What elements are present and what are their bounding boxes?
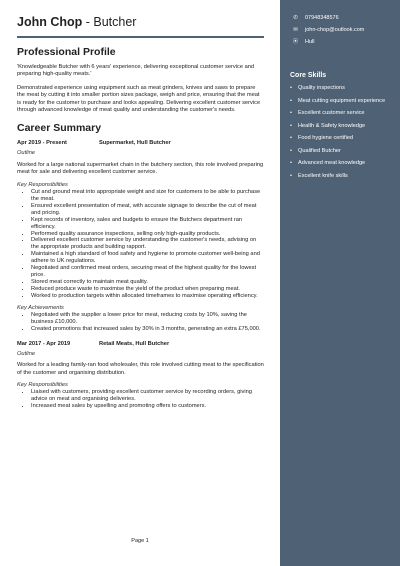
bullet-icon: •	[290, 97, 292, 104]
skill-label: Quality inspections	[298, 85, 345, 91]
profile-summary: 'Knowledgeable Butcher with 6 years' experience, delivering exceptional customer service and preparing high-quality meats.'	[17, 64, 255, 78]
list-item: • Kept records of inventory, sales and budgets to ensure the Butchers department ran efficiency.	[31, 217, 264, 231]
phone-text: 07948348576	[305, 15, 339, 21]
job-outline: Worked for a leading family-ran food wholesaler, this role involved cutting meat to the specification of the customer and organising distribution.	[17, 362, 264, 376]
skill-label: Health & Safety knowledge	[298, 122, 366, 129]
list-item: • Increased meat sales by upselling and promoting offers to customers.	[31, 403, 264, 410]
job-dates: Mar 2017 - Apr 2019	[17, 340, 71, 347]
bullet-icon: •	[290, 172, 292, 179]
skill-item	[290, 135, 392, 142]
skill-item	[290, 173, 392, 180]
profile-heading: Professional Profile	[17, 46, 116, 58]
bullet-icon: •	[290, 122, 292, 129]
list-item: • Cut and ground meat into appropriate weight and size for customers to be able to purchase the meat.	[31, 189, 264, 203]
page-number: Page 1	[131, 538, 149, 544]
sidebar	[280, 0, 400, 566]
career-heading: Career Summary	[17, 122, 102, 135]
skill-label: Food hygiene certified	[298, 135, 354, 141]
responsibilities-list	[17, 189, 264, 300]
candidate-role: Butcher	[93, 15, 137, 29]
location-text: Hull	[305, 39, 315, 45]
contact-list	[290, 14, 392, 46]
list-item: • Ensured excellent presentation of meat, with accurate signage to describe the cut of meat and pricing.	[31, 203, 264, 217]
list-item: • Negotiated and confirmed meat orders, securing meat of the highest quality for the lowest price.	[31, 265, 264, 279]
contact-phone	[290, 14, 392, 22]
email-text: john-chop@outlook.com	[305, 27, 365, 33]
bullet-icon: •	[290, 160, 292, 166]
skill-label: Excellent knife skills	[298, 172, 348, 179]
bullet-icon: •	[290, 135, 292, 141]
job-dates: Apr 2019 - Present	[17, 140, 67, 147]
phone-icon: ✆	[293, 15, 298, 21]
list-item: • Worked to production targets within allocated timeframes to maximise operating efficiency.	[31, 293, 264, 300]
list-item: • Negotiated with the supplier a lower price for meat, reducing costs by 10%, saving the business £10,000.	[31, 312, 264, 326]
bullet-icon: •	[290, 147, 292, 154]
achievements-list	[17, 312, 264, 333]
responsibilities-label: Key Responsibilities	[17, 381, 68, 388]
job-entry	[17, 140, 264, 332]
skill-label: Excellent customer service	[298, 110, 365, 116]
skills-list	[290, 85, 392, 180]
achievements-label: Key Achievements	[17, 304, 64, 311]
list-item: • Liaised with customers, providing excellent customer service by recording orders, giving advice on meat and organising deliveries.	[31, 389, 264, 403]
outline-label: Outline	[17, 150, 36, 157]
profile-details: Demonstrated experience using equipment such as meat grinders, knives and saws to prepare the meat by cutting it into smaller portion sizes package, weigh and price, ensuring that the meat is ready for the customer to purchase and looks appealing. Delivering excellent customer service through advanced knowledge of meat quality and understanding the customer's needs.	[17, 84, 261, 114]
list-item: • Created promotions that increased sales by 30% in 3 months, generating an extra £75,000.	[31, 326, 264, 333]
skill-item	[290, 148, 392, 155]
job-entry	[17, 341, 264, 410]
job-company: Retail Meats, Hull Butcher	[99, 340, 170, 347]
skill-label: Advanced meat knowledge	[298, 160, 366, 166]
header-rule	[17, 36, 264, 38]
list-item: • Maintained a high standard of food safety and hygiene to promote customer well-being and adhere to UK regulations.	[31, 251, 264, 265]
candidate-name: John Chop	[17, 15, 83, 29]
list-item: • Performed quality assurance inspections, selling only high-quality products.	[31, 231, 264, 238]
responsibilities-label: Key Responsibilities	[17, 181, 68, 188]
skill-item	[290, 110, 392, 117]
responsibilities-list	[17, 389, 264, 410]
skill-item	[290, 85, 392, 92]
list-item: • Reduced produce waste to maximise the yield of the product when preparing meat.	[31, 286, 264, 293]
skill-item	[290, 160, 392, 167]
list-item: • Delivered excellent customer service by understanding the customer's needs, advising on the appropriate products and building rapport.	[31, 237, 264, 251]
skill-item	[290, 123, 392, 130]
contact-email	[290, 26, 392, 34]
header	[17, 14, 264, 30]
skill-label: Meat cutting equipment experience	[298, 97, 386, 104]
contact-location	[290, 38, 392, 46]
job-outline: Worked for a large national supermarket chain in the butchery section, this role involved preparing meat for sale and delivering excellent customer service.	[17, 161, 264, 176]
skill-label: Qualified Butcher	[298, 147, 341, 154]
bullet-icon: •	[290, 85, 292, 91]
list-item: • Stored meat correctly to maintain meat quality.	[31, 279, 264, 286]
job-company: Supermarket, Hull Butcher	[99, 140, 171, 147]
location-icon: ⦿	[292, 39, 299, 45]
outline-label: Outline	[17, 350, 36, 357]
skill-item	[290, 98, 392, 105]
name-separator: -	[82, 15, 94, 29]
skills-heading: Core Skills	[290, 72, 327, 79]
email-icon: ✉	[293, 27, 298, 33]
bullet-icon: •	[290, 110, 292, 116]
